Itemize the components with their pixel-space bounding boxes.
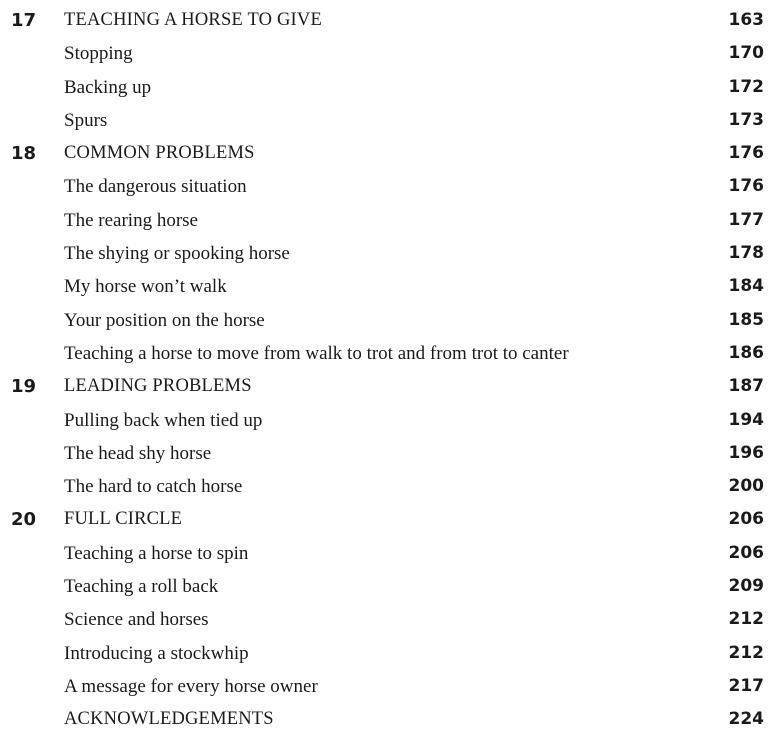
section-title: The rearing horse [64, 209, 198, 231]
section-title: The dangerous situation [64, 176, 247, 198]
section-title: Backing up [64, 76, 152, 98]
section-title: The hard to catch horse [64, 476, 243, 498]
toc-chapter-row [0, 137, 780, 170]
page-number: 178 [728, 243, 764, 264]
page-number: 194 [728, 409, 764, 430]
toc-section-row [0, 470, 780, 503]
section-title: Spurs [64, 109, 108, 131]
toc-section-row [0, 437, 780, 470]
page-number: 173 [728, 109, 764, 130]
section-title: The head shy horse [64, 442, 212, 464]
page-number: 170 [728, 43, 764, 64]
page-number: 186 [728, 342, 764, 363]
chapter-number: 18 [11, 143, 37, 165]
toc-section-row [0, 270, 780, 303]
toc-section-row [0, 204, 780, 237]
chapter-title: COMMON PROBLEMS [64, 143, 255, 164]
toc-section-row [0, 537, 780, 570]
section-title: The shying or spooking horse [64, 243, 290, 265]
toc-section-row [0, 71, 780, 104]
page-number: 196 [728, 442, 764, 463]
page-number: 177 [728, 209, 764, 230]
section-title: A message for every horse owner [64, 675, 318, 697]
section-title: Teaching a roll back [64, 576, 219, 598]
page-number: 163 [728, 10, 764, 30]
toc-chapter-row [0, 4, 780, 37]
page-number: 172 [728, 76, 764, 97]
toc-section-row [0, 404, 780, 437]
toc-section-row [0, 37, 780, 70]
chapter-number: 17 [11, 10, 37, 31]
section-title: Teaching a horse to move from walk to trot and from trot to canter [64, 342, 569, 364]
chapter-title: TEACHING A HORSE TO GIVE [64, 10, 322, 30]
toc-section-row [0, 570, 780, 603]
toc-section-row [0, 670, 780, 703]
table-of-contents [0, 4, 780, 737]
section-title: Introducing a stockwhip [64, 642, 249, 664]
toc-chapter-row [0, 703, 780, 736]
chapter-number: 19 [11, 376, 37, 398]
chapter-title: LEADING PROBLEMS [64, 376, 252, 397]
page-number: 176 [728, 143, 764, 164]
page-number: 224 [728, 709, 764, 730]
section-title: Pulling back when tied up [64, 409, 263, 431]
page-number: 176 [728, 176, 764, 197]
page-number: 200 [728, 476, 764, 497]
toc-section-row [0, 337, 780, 370]
section-title: Teaching a horse to spin [64, 542, 249, 564]
toc-section-row [0, 104, 780, 137]
toc-chapter-row [0, 370, 780, 403]
toc-section-row [0, 170, 780, 203]
chapter-number: 20 [11, 509, 37, 531]
section-title: My horse won’t walk [64, 276, 227, 298]
toc-section-row [0, 304, 780, 337]
toc-section-row [0, 637, 780, 670]
chapter-title: ACKNOWLEDGEMENTS [64, 709, 274, 730]
page-number: 206 [728, 542, 764, 563]
page-number: 212 [728, 609, 764, 630]
toc-section-row [0, 237, 780, 270]
page-number: 184 [728, 276, 764, 297]
section-title: Stopping [64, 43, 133, 65]
section-title: Science and horses [64, 609, 209, 631]
chapter-title: FULL CIRCLE [64, 509, 183, 530]
toc-section-row [0, 603, 780, 636]
page-number: 209 [728, 576, 764, 597]
page-number: 185 [728, 309, 764, 330]
page-number: 187 [728, 376, 764, 397]
section-title: Your position on the horse [64, 309, 265, 331]
page-number: 206 [728, 509, 764, 530]
page-number: 217 [728, 675, 764, 696]
toc-chapter-row [0, 503, 780, 536]
page-number: 212 [728, 642, 764, 663]
